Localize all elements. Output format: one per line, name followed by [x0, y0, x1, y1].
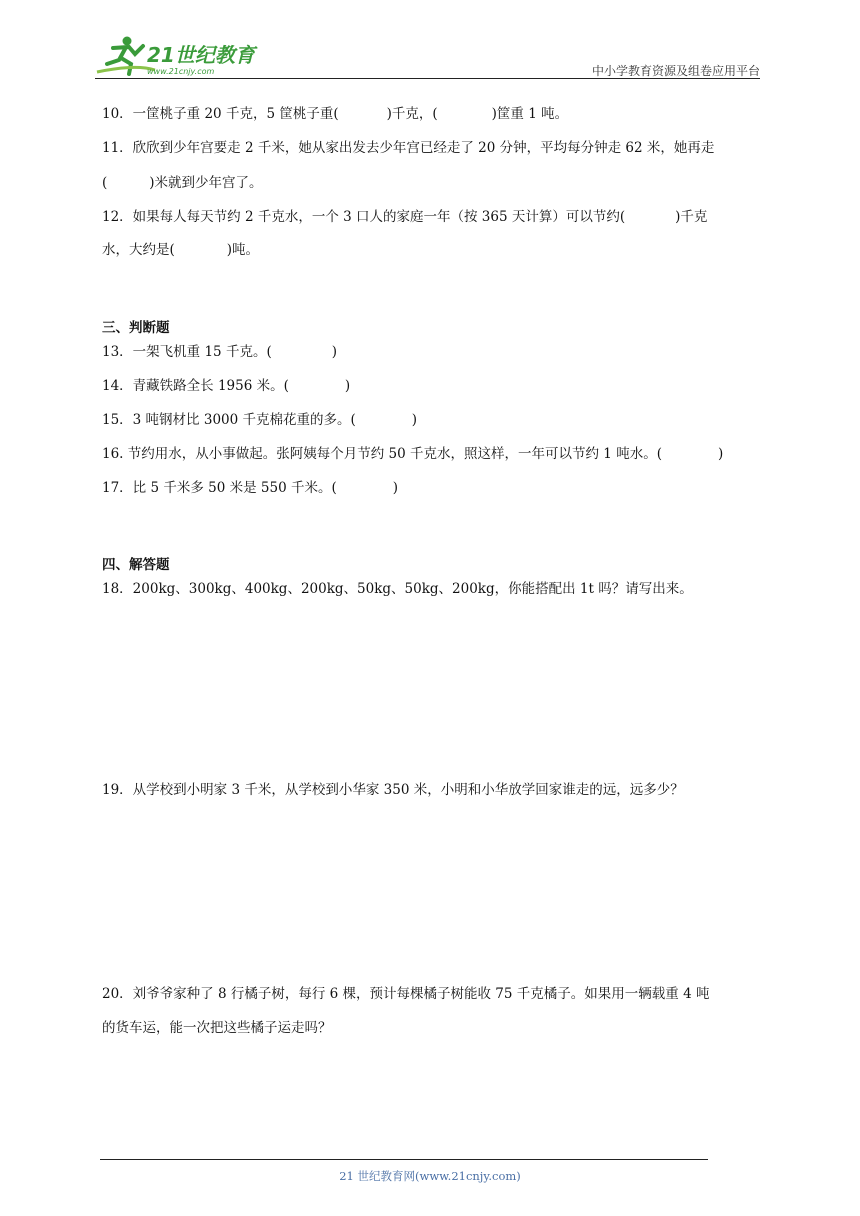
footer-site[interactable]: 21 世纪教育网(www.21cnjy.com): [339, 1169, 521, 1183]
question-11-line-2: ( )米就到少年宫了。: [102, 175, 263, 191]
question-12-line-2: 水，大约是( )吨。: [102, 242, 260, 258]
question-18: 18．200kg、300kg、400kg、200kg、50kg、50kg、200kg，你能搭配出 1t 吗？请写出来。: [102, 581, 693, 597]
footer-divider: [100, 1159, 708, 1160]
question-13: 13．一架飞机重 15 千克。( ): [102, 344, 337, 360]
page-header: [95, 34, 760, 80]
svg-text:www.21cnjy.com: www.21cnjy.com: [147, 67, 215, 76]
header-divider: [95, 78, 760, 79]
platform-name: 中小学教育资源及组卷应用平台: [591, 64, 760, 78]
question-12-line-1: 12．如果每人每天节约 2 千克水，一个 3 口人的家庭一年（按 365 天计算）可以节约( )千克: [102, 209, 708, 225]
question-20-line-1: 20．刘爷爷家种了 8 行橘子树，每行 6 棵，预计每棵橘子树能收 75 千克橘子。如果用一辆载重 4 吨: [102, 986, 710, 1002]
question-15: 15．3 吨钢材比 3000 千克棉花重的多。( ): [102, 412, 418, 428]
question-17: 17．比 5 千米多 50 米是 550 千米。( ): [102, 480, 399, 496]
question-19: 19．从学校到小明家 3 千米，从学校到小华家 350 米，小明和小华放学回家谁走的远，远多少？: [102, 782, 684, 798]
question-14: 14．青藏铁路全长 1956 米。( ): [102, 378, 351, 394]
logo-21cnjy: [95, 34, 265, 78]
question-10: 10．一筐桃子重 20 千克，5 筐桃子重( )千克，( )筐重 1 吨。: [102, 106, 569, 122]
section-true-false: 三、判断题: [102, 320, 170, 336]
question-16: 16. 节约用水，从小事做起。张阿姨每个月节约 50 千克水，照这样，一年可以节约 1 吨水。( ): [102, 446, 724, 462]
svg-text:21世纪教育: 21世纪教育: [147, 43, 255, 67]
question-20-line-2: 的货车运，能一次把这些橘子运走吗？: [102, 1020, 332, 1036]
section-answer-questions: 四、解答题: [102, 557, 170, 573]
question-11-line-1: 11．欣欣到少年宫要走 2 千米，她从家出发去少年宫已经走了 20 分钟，平均每分钟走 62 米，她再走: [102, 140, 715, 156]
